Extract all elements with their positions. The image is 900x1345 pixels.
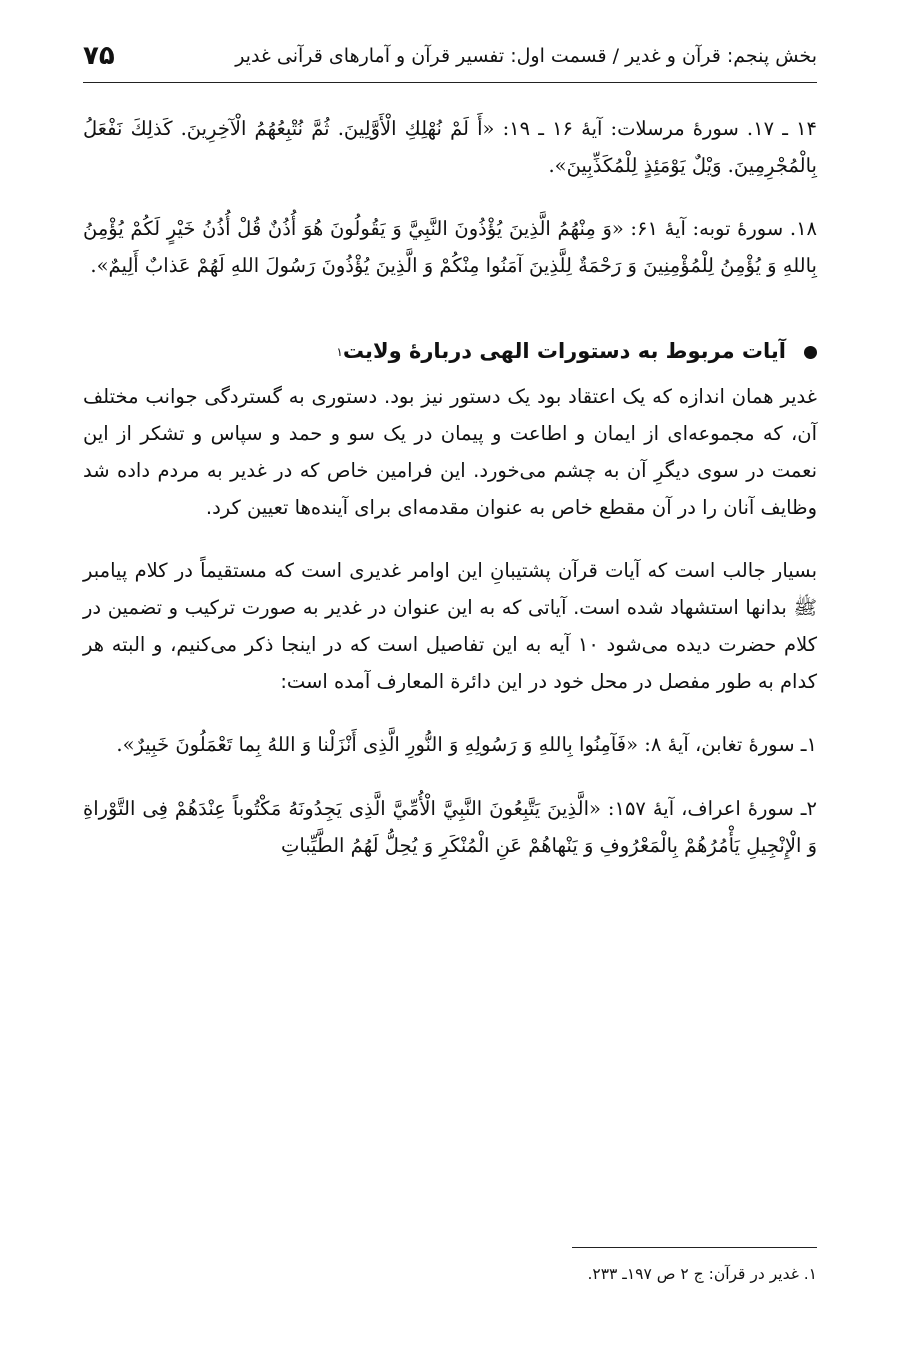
verse-paragraph-2: ۲ـ سورهٔ اعراف، آیهٔ ۱۵۷: «الَّذِينَ يَتَّبِعُونَ النَّبِيَّ الْأُمِّيَّ الَّذِی يَجِدُونَهُ مَكْتُوباً عِنْدَهُمْ فِی التَّوْراةِ وَ الْإِنْجِيلِ يَأْمُرُهُمْ بِالْمَعْرُوفِ وَ يَنْهاهُمْ عَنِ الْمُنْكَرِ وَ يُحِلُّ لَهُمُ الطَّيِّباتِ <box>83 796 818 857</box>
verse-paragraph-14-17: ۱۴ ـ ۱۷. سورهٔ مرسلات: آیهٔ ۱۶ ـ ۱۹: «أَ لَمْ نُهْلِكِ الْأَوَّلِينَ. ثُمَّ نُتْبِعُهُمُ الْآخِرِينَ. كَذلِكَ نَفْعَلُ بِالْمُجْرِمِينَ. وَيْلٌ يَوْمَئِذٍ لِلْمُكَذِّبِينَ». <box>83 117 817 178</box>
section-heading <box>83 332 817 372</box>
page-header <box>83 30 817 83</box>
footnote-divider <box>572 1247 817 1248</box>
body-paragraph-1: غدیر همان اندازه که یک اعتقاد بود یک دستور نیز بود. دستوری به گستردگی جوانب مختلف آن، که مجموعه‌ای از ایمان و اطاعت و پیمان در یک سو و حمد و سپاس و تشکر از این نعمت در سوی دیگرِ آن به چشم می‌خورد. این فرامین خاص که در غدیر به مردم داده شد وظایف آنان را در آن مقطع خاص به عنوان مقدمه‌ای برای آینده‌ها تعیین کرد. <box>83 385 817 520</box>
verse-paragraph-18: ۱۸. سورهٔ توبه: آیهٔ ۶۱: «وَ مِنْهُمُ الَّذِينَ يُؤْذُونَ النَّبِيَّ وَ يَقُولُونَ هُوَ أُذُنٌ قُلْ أُذُنُ خَيْرٍ لَكُمْ يُؤْمِنُ بِاللهِ وَ يُؤْمِنُ لِلْمُؤْمِنِينَ وَ رَحْمَةٌ لِلَّذِينَ آمَنُوا مِنْكُمْ وَ الَّذِينَ يُؤْذُونَ رَسُولَ اللهِ لَهُمْ عَذابٌ أَلِيمٌ». <box>83 217 818 278</box>
verse-paragraph-1: ۱ـ سورهٔ تغابن، آیهٔ ۸: «فَآمِنُوا بِاللهِ وَ رَسُولِهِ وَ النُّورِ الَّذِی أَنْزَلْنا وَ اللهُ بِما تَعْمَلُونَ خَبِيرٌ». <box>116 733 817 757</box>
footnote: ۱. غدیر در قرآن: ج ۲ ص ۱۹۷ـ ۲۳۳. <box>587 1265 817 1283</box>
body-paragraph-2: بسیار جالب است که آیات قرآن پشتیبانِ این اوامر غدیری است که مستقیماً در کلام پیامبر ﷺ بدانها استشهاد شده است. آیاتی که به این عنوان در غدیر به صورت ترکیب و تضمین در کلام حضرت دیده می‌شود ۱۰ آیه به این تفاصیل است که در اینجا ذکر می‌کنیم، و البته هر کدام به طور مفصل در محل خود در این دائرة المعارف آمده است: <box>83 559 817 694</box>
footnote-marker: ۱ <box>336 344 343 359</box>
page-body <box>83 110 817 890</box>
bullet-icon <box>804 346 817 359</box>
page-number: ۷۵ <box>83 41 115 71</box>
running-head: بخش پنجم: قرآن و غدیر / قسمت اول: تفسیر قرآن و آمارهای قرآنی غدیر <box>235 45 817 67</box>
section-heading-text: آیات مربوط به دستورات الهی دربارهٔ ولایت <box>342 339 786 364</box>
